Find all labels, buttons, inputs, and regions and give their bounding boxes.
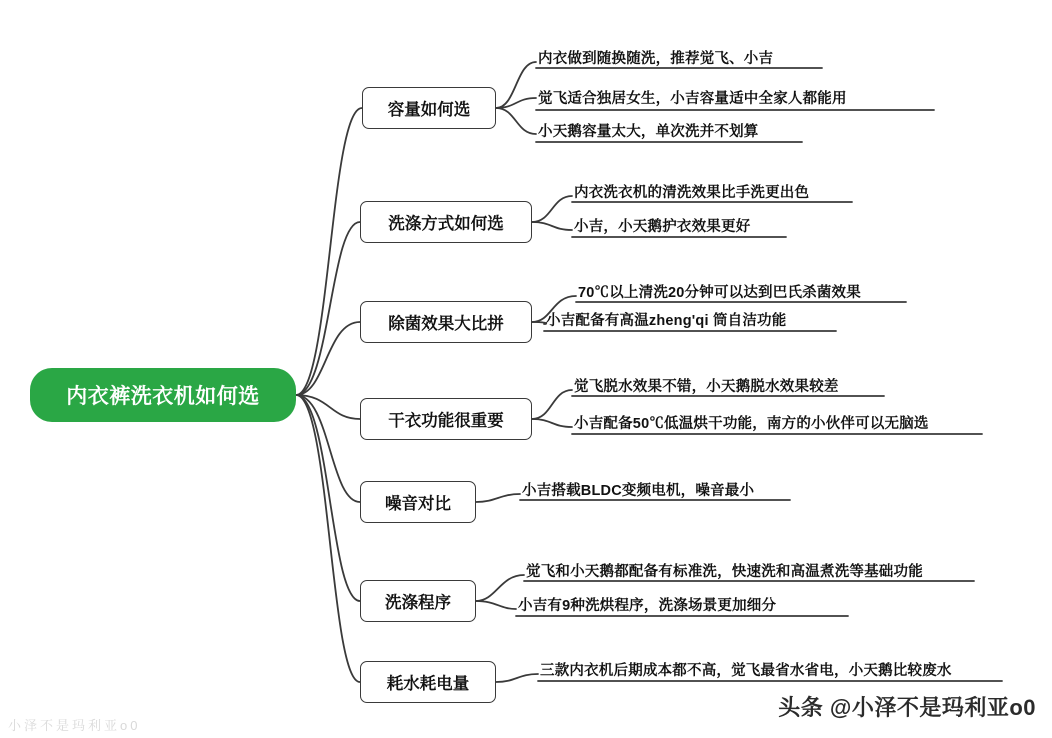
branch-label: 耗水耗电量: [386, 675, 470, 693]
branch-label: 噪音对比: [385, 495, 451, 513]
branch-node-consumption[interactable]: [360, 661, 496, 703]
leaf-node[interactable]: 小吉搭载BLDC变频电机，噪音最小: [522, 483, 755, 499]
branch-node-programs[interactable]: [360, 580, 476, 622]
branch-node-drying[interactable]: [360, 398, 532, 440]
leaf-node[interactable]: 觉飞和小天鹅都配备有标准洗，快速洗和高温煮洗等基础功能: [526, 564, 923, 580]
leaf-node[interactable]: 小天鹅容量太大，单次洗并不划算: [538, 124, 759, 140]
leaf-node[interactable]: 内衣做到随换随洗，推荐觉飞、小吉: [538, 51, 774, 67]
branch-node-noise[interactable]: [360, 481, 476, 523]
branch-node-sterilization[interactable]: [360, 301, 532, 343]
branch-label: 洗涤方式如何选: [388, 215, 504, 233]
root-label: 内衣裤洗衣机如何选: [66, 385, 260, 408]
watermark-right: 头条 @小泽不是玛利亚o0: [778, 695, 1036, 720]
leaf-node[interactable]: 小吉配备50℃低温烘干功能，南方的小伙伴可以无脑选: [574, 416, 929, 432]
branch-label: 干衣功能很重要: [388, 412, 504, 430]
mindmap-root-node[interactable]: [30, 368, 296, 422]
branch-node-wash-method[interactable]: [360, 201, 532, 243]
leaf-node[interactable]: 觉飞脱水效果不错，小天鹅脱水效果较差: [574, 379, 839, 395]
leaf-node[interactable]: 小吉配备有高温zheng'qi 筒自洁功能: [546, 313, 787, 329]
leaf-node[interactable]: 小吉，小天鹅护衣效果更好: [574, 219, 751, 235]
branch-label: 洗涤程序: [385, 594, 451, 612]
leaf-node[interactable]: 觉飞适合独居女生，小吉容量适中全家人都能用: [538, 91, 847, 107]
leaf-node[interactable]: 内衣洗衣机的清洗效果比手洗更出色: [574, 185, 810, 201]
branch-label: 容量如何选: [387, 101, 471, 119]
watermark-left: 小泽不是玛利亚o0: [8, 718, 141, 733]
leaf-node[interactable]: 70℃以上清洗20分钟可以达到巴氏杀菌效果: [578, 285, 861, 301]
leaf-node[interactable]: 小吉有9种洗烘程序，洗涤场景更加细分: [518, 598, 777, 614]
branch-label: 除菌效果大比拼: [388, 315, 504, 333]
leaf-node[interactable]: 三款内衣机后期成本都不高，觉飞最省水省电，小天鹅比较废水: [540, 663, 952, 679]
branch-node-capacity[interactable]: [362, 87, 496, 129]
